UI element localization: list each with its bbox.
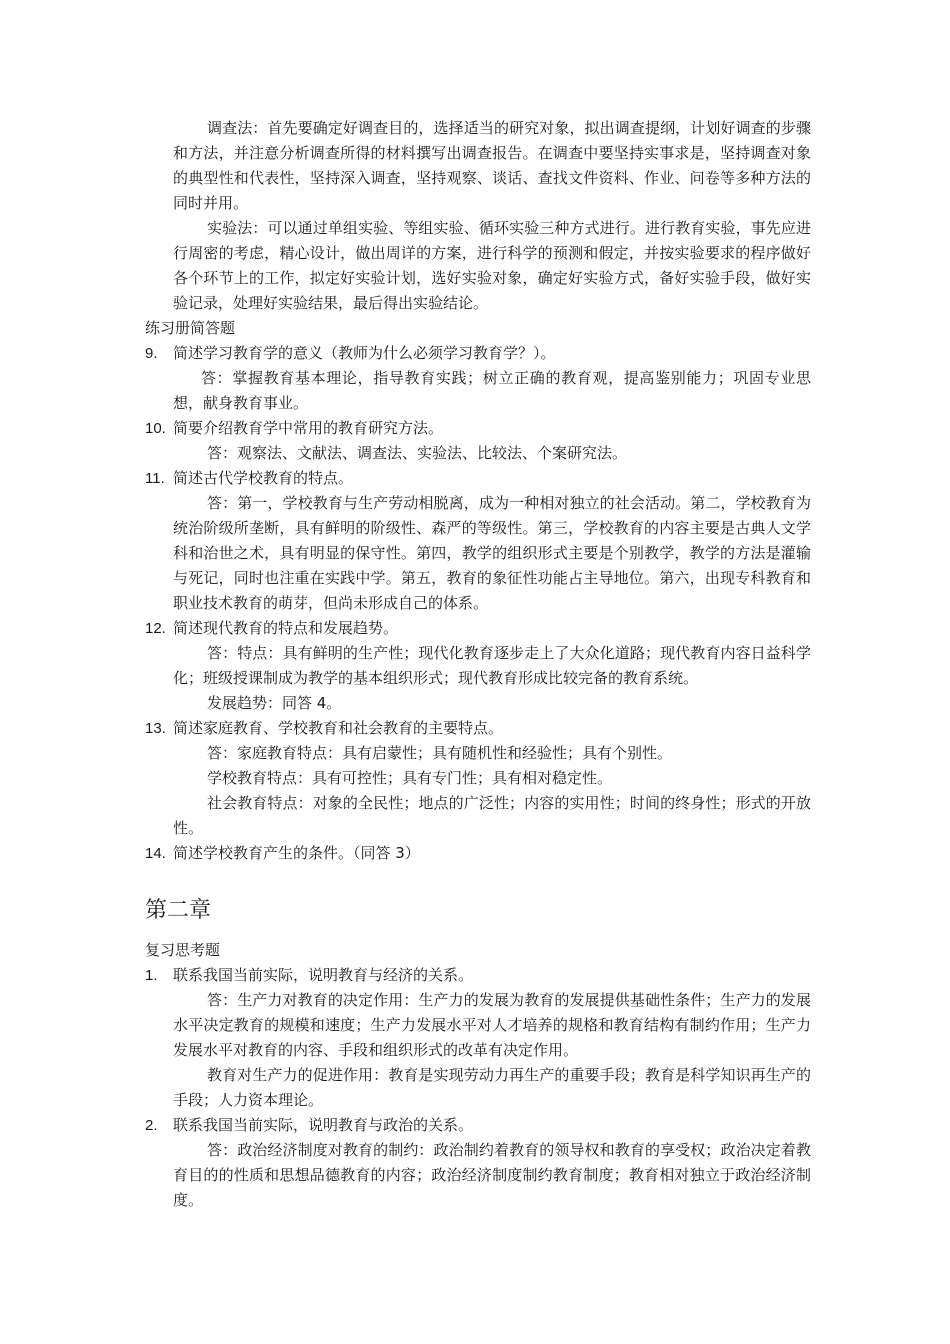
answer-10: 答：观察法、文献法、调查法、实验法、比较法、个案研究法。 bbox=[207, 444, 628, 462]
question-text: 联系我国当前实际，说明教育与经济的关系。 bbox=[173, 966, 474, 984]
question-number: 11. bbox=[145, 470, 165, 487]
review-question-1 bbox=[145, 963, 811, 988]
answer-12-features: 答：特点：具有鲜明的生产性；现代化教育逐步走上了大众化道路；现代教育内容日益科学化；班级授课制成为教学的基本组织形式；现代教育形成比较完备的教育系统。 bbox=[173, 644, 811, 687]
question-number: 1. bbox=[145, 967, 158, 984]
question-number: 10. bbox=[145, 420, 166, 437]
review-answer-2: 答：政治经济制度对教育的制约：政治制约着教育的领导权和教育的享受权；政治决定着教育目的的性质和思想品德教育的内容；政治经济制度制约教育制度；教育相对独立于政治经济制度。 bbox=[173, 1141, 811, 1209]
review-answer-1-part1: 答：生产力对教育的决定作用：生产力的发展为教育的发展提供基础性条件；生产力的发展水平决定教育的规模和速度；生产力发展水平对人才培养的规格和教育结构有制约作用；生产力发展水平对教育的内容、手段和组织形式的改革有决定作用。 bbox=[173, 991, 811, 1059]
question-number: 2. bbox=[145, 1117, 158, 1134]
question-11 bbox=[145, 466, 811, 491]
review-question-2 bbox=[145, 1113, 811, 1138]
answer-13-family: 答：家庭教育特点：具有启蒙性；具有随机性和经验性；具有个别性。 bbox=[207, 744, 673, 762]
question-12 bbox=[145, 616, 811, 641]
question-text: 简述学校教育产生的条件。（同答 3） bbox=[173, 844, 420, 862]
answer-13-school: 学校教育特点：具有可控性；具有专门性；具有相对稳定性。 bbox=[207, 769, 613, 787]
answer-13-society: 社会教育特点：对象的全民性；地点的广泛性；内容的实用性；时间的终身性；形式的开放性。 bbox=[173, 794, 811, 837]
answer-12-trends: 发展趋势：同答 4。 bbox=[207, 694, 342, 712]
question-number: 9. bbox=[145, 345, 158, 362]
answer-9: 答：掌握教育基本理论，指导教育实践；树立正确的教育观，提高鉴别能力；巩固专业思想，献身教育事业。 bbox=[173, 369, 811, 412]
review-answer-1-part2: 教育对生产力的促进作用：教育是实现劳动力再生产的重要手段；教育是科学知识再生产的手段；人力资本理论。 bbox=[173, 1066, 811, 1109]
question-9 bbox=[145, 341, 811, 366]
question-text: 简述古代学校教育的特点。 bbox=[173, 469, 354, 487]
section-heading-exercise-book: 练习册简答题 bbox=[145, 319, 236, 337]
question-10 bbox=[145, 416, 811, 441]
question-text: 简述学习教育学的意义（教师为什么必须学习教育学？）。 bbox=[173, 344, 556, 362]
question-13 bbox=[145, 716, 811, 741]
question-number: 12. bbox=[145, 620, 166, 637]
question-text: 联系我国当前实际，说明教育与政治的关系。 bbox=[173, 1116, 474, 1134]
question-14 bbox=[145, 841, 811, 866]
survey-method-paragraph: 调查法：首先要确定好调查目的，选择适当的研究对象，拟出调查提纲，计划好调查的步骤和方法，并注意分析调查所得的材料撰写出调查报告。在调查中要坚持实事求是，坚持调查对象的典型性和代表性，坚持深入调查，坚持观察、谈话、查找文件资料、作业、问卷等多种方法的同时并用。 bbox=[173, 119, 811, 212]
chapter-heading: 第二章 bbox=[145, 898, 212, 923]
question-text: 简要介绍教育学中常用的教育研究方法。 bbox=[173, 419, 444, 437]
answer-11: 答：第一，学校教育与生产劳动相脱离，成为一种相对独立的社会活动。第二，学校教育为统治阶级所垄断，具有鲜明的阶级性、森严的等级性。第三，学校教育的内容主要是古典人文学科和治世之术，具有明显的保守性。第四，教学的组织形式主要是个别教学，教学的方法是灌输与死记，同时也注重在实践中学。第五，教育的象征性功能占主导地位。第六，出现专科教育和职业技术教育的萌芽，但尚未形成自己的体系。 bbox=[173, 494, 811, 612]
experiment-method-paragraph: 实验法：可以通过单组实验、等组实验、循环实验三种方式进行。进行教育实验，事先应进行周密的考虑，精心设计，做出周详的方案，进行科学的预测和假定，并按实验要求的程序做好各个环节上的工作，拟定好实验计划，选好实验对象，确定好实验方式，备好实验手段，做好实验记录，处理好实验结果，最后得出实验结论。 bbox=[173, 219, 811, 312]
document-body bbox=[145, 116, 811, 1213]
question-number: 14. bbox=[145, 845, 166, 862]
question-text: 简述家庭教育、学校教育和社会教育的主要特点。 bbox=[173, 719, 504, 737]
question-number: 13. bbox=[145, 720, 166, 737]
question-text: 简述现代教育的特点和发展趋势。 bbox=[173, 619, 399, 637]
section-heading-review: 复习思考题 bbox=[145, 941, 221, 959]
